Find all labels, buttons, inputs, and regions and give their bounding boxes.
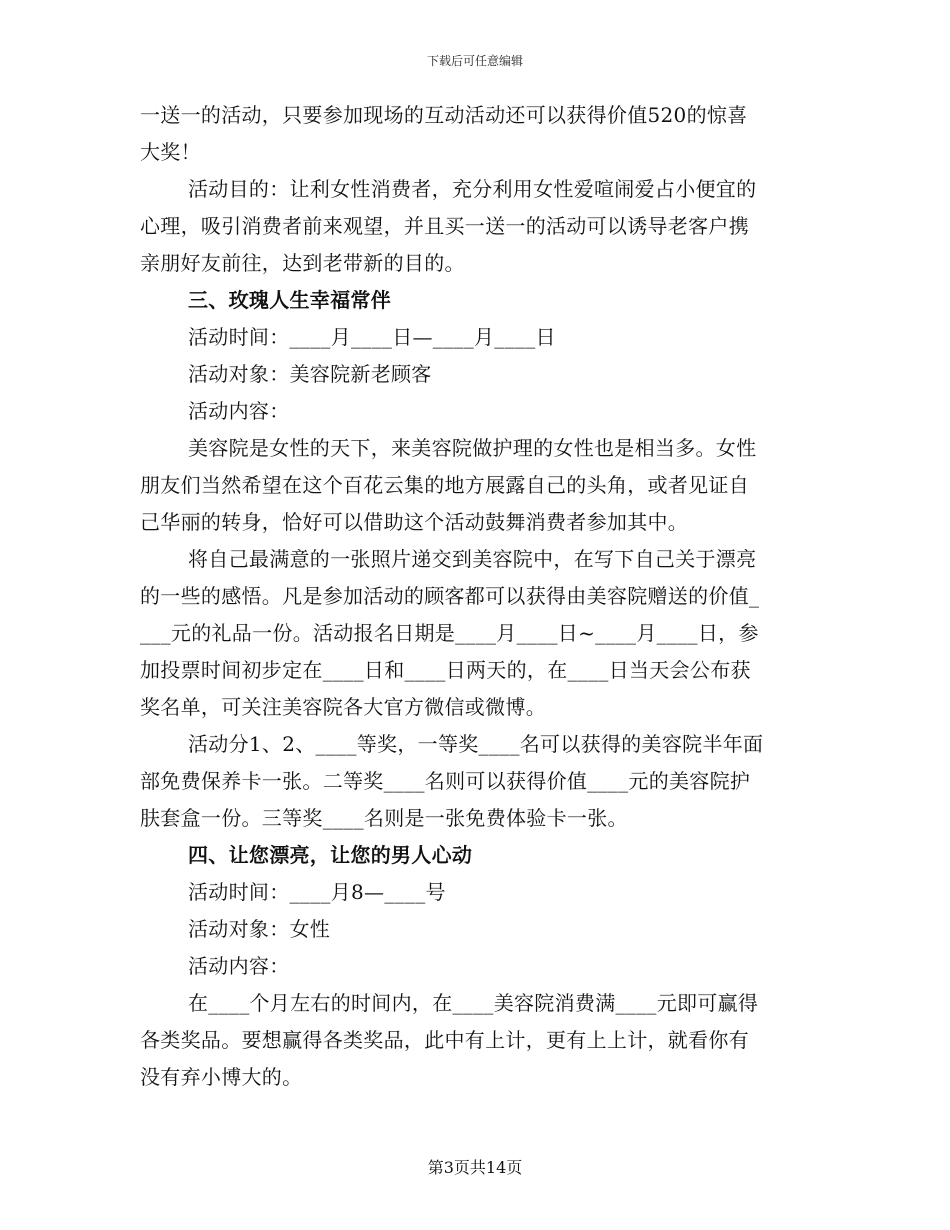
- text-line: 加投票时间初步定在____日和____日两天的，在____日当天会公布获: [140, 658, 751, 682]
- text-line: 心理，吸引消费者前来观望，并且买一送一的活动可以诱导老客户携: [140, 214, 749, 238]
- text-line: 肤套盒一份。三等奖____名则是一张免费体验卡一张。: [140, 806, 628, 830]
- text-line: ___元的礼品一份。活动报名日期是____月____日~____月____日，参: [140, 621, 759, 645]
- text-line: 活动内容：: [188, 954, 290, 978]
- page-number: 第3页共14页: [427, 1158, 523, 1177]
- text-line: 活动分1、2、____等奖，一等奖____名可以获得的美容院半年面: [188, 732, 764, 756]
- page-header: 下载后可任意编辑: [426, 54, 523, 68]
- text-line: 活动内容：: [188, 399, 290, 423]
- document-body: [140, 97, 804, 1096]
- text-line: 活动目的：让利女性消费者，充分利用女性爱喧闹爱占小便宜的: [188, 177, 757, 201]
- text-line: 各类奖品。要想赢得各类奖品，此中有上计，更有上上计，就看你有: [140, 1028, 749, 1052]
- text-line: 活动对象：美容院新老顾客: [188, 362, 432, 386]
- section-heading: 四、让您漂亮，让您的男人心动: [188, 843, 473, 867]
- text-line: 活动时间：____月8—____号: [188, 880, 446, 904]
- text-line: 亲朋好友前往，达到老带新的目的。: [140, 251, 465, 275]
- text-line: 将自己最满意的一张照片递交到美容院中，在写下自己关于漂亮: [188, 547, 757, 571]
- text-line: 奖名单，可关注美容院各大官方微信或微博。: [140, 695, 546, 719]
- text-line: 朋友们当然希望在这个百花云集的地方展露自己的头角，或者见证自: [140, 473, 749, 497]
- text-line: 活动对象：女性: [188, 917, 331, 941]
- text-line: 部免费保养卡一张。二等奖____名则可以获得价值____元的美容院护: [140, 769, 751, 793]
- text-line: 在____个月左右的时间内，在____美容院消费满____元即可赢得: [188, 991, 759, 1015]
- text-line: 美容院是女性的天下，来美容院做护理的女性也是相当多。女性: [188, 436, 757, 460]
- text-line: 的一些的感悟。凡是参加活动的顾客都可以获得由美容院赠送的价值_: [140, 584, 760, 608]
- text-line: 活动时间：____月____日—____月____日: [188, 325, 556, 349]
- section-heading: 三、玫瑰人生幸福常伴: [188, 288, 391, 312]
- text-line: 没有弃小博大的。: [140, 1065, 303, 1089]
- text-line: 己华丽的转身，恰好可以借助这个活动鼓舞消费者参加其中。: [140, 510, 689, 534]
- text-line: 一送一的活动，只要参加现场的互动活动还可以获得价值520的惊喜: [140, 103, 748, 127]
- text-line: 大奖！: [140, 140, 201, 164]
